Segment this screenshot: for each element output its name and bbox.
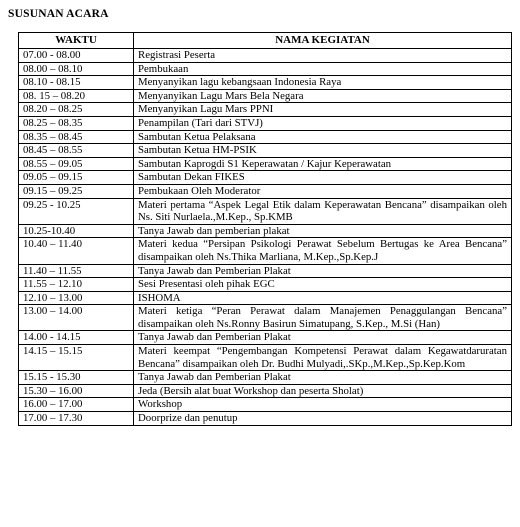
activity-cell: Jeda (Bersih alat buat Workshop dan peserta Sholat) xyxy=(134,384,512,398)
activity-cell: Menyanyikan Lagu Mars Bela Negara xyxy=(134,89,512,103)
table-row xyxy=(19,412,512,426)
time-cell: 08.45 – 08.55 xyxy=(19,144,134,158)
activity-cell: Tanya Jawab dan Pemberian Plakat xyxy=(134,264,512,278)
table-row xyxy=(19,198,512,224)
table-row xyxy=(19,144,512,158)
table-row xyxy=(19,224,512,238)
time-cell: 08.10 - 08.15 xyxy=(19,76,134,90)
activity-cell: Sambutan Ketua HM-PSIK xyxy=(134,144,512,158)
time-cell: 13.00 – 14.00 xyxy=(19,305,134,331)
table-row xyxy=(19,62,512,76)
activity-cell: Menyanyikan Lagu Mars PPNI xyxy=(134,103,512,117)
activity-cell: Materi ketiga “Peran Perawat dalam Manajemen Penaggulangan Bencana” disampaikan oleh Ns.Ronny Basirun Simatupang, S.Kep., M.Si (Han) xyxy=(134,305,512,331)
table-row xyxy=(19,264,512,278)
time-cell: 15.15 - 15.30 xyxy=(19,371,134,385)
table-row xyxy=(19,116,512,130)
time-cell: 14.00 - 14.15 xyxy=(19,331,134,345)
activity-cell: ISHOMA xyxy=(134,291,512,305)
table-row xyxy=(19,89,512,103)
time-cell: 08. 15 – 08.20 xyxy=(19,89,134,103)
time-cell: 11.55 – 12.10 xyxy=(19,278,134,292)
activity-cell: Tanya Jawab dan Pemberian Plakat xyxy=(134,331,512,345)
agenda-body xyxy=(19,49,512,426)
time-cell: 14.15 – 15.15 xyxy=(19,345,134,371)
activity-cell: Sesi Presentasi oleh pihak EGC xyxy=(134,278,512,292)
table-row xyxy=(19,184,512,198)
time-cell: 08.20 – 08.25 xyxy=(19,103,134,117)
table-row xyxy=(19,157,512,171)
activity-cell: Pembukaan Oleh Moderator xyxy=(134,184,512,198)
time-cell: 08.55 – 09.05 xyxy=(19,157,134,171)
table-row xyxy=(19,103,512,117)
time-cell: 09.05 – 09.15 xyxy=(19,171,134,185)
activity-cell: Tanya Jawab dan pemberian plakat xyxy=(134,224,512,238)
activity-cell: Materi keempat “Pengembangan Kompetensi Perawat dalam Kegawatdaruratan Bencana” disampaikan oleh Dr. Budhi Mulyadi,.SKp.,M.Kep.,Sp.Kep.Kom xyxy=(134,345,512,371)
time-cell: 12.10 – 13.00 xyxy=(19,291,134,305)
table-row xyxy=(19,305,512,331)
activity-cell: Registrasi Peserta xyxy=(134,49,512,63)
time-cell: 11.40 – 11.55 xyxy=(19,264,134,278)
time-cell: 09.15 – 09.25 xyxy=(19,184,134,198)
table-row xyxy=(19,331,512,345)
page-title: SUSUNAN ACARA xyxy=(8,8,109,20)
table-row xyxy=(19,371,512,385)
time-cell: 08.35 – 08.45 xyxy=(19,130,134,144)
activity-cell: Sambutan Dekan FIKES xyxy=(134,171,512,185)
time-cell: 17.00 – 17.30 xyxy=(19,412,134,426)
table-row xyxy=(19,76,512,90)
activity-cell: Materi kedua “Persipan Psikologi Perawat Sebelum Bertugas ke Area Bencana” disampaikan oleh Ns.Thika Marliana, M.Kep.,Sp.Kep.J xyxy=(134,238,512,264)
time-cell: 09.25 - 10.25 xyxy=(19,198,134,224)
activity-cell: Tanya Jawab dan Pemberian Plakat xyxy=(134,371,512,385)
activity-cell: Menyanyikan lagu kebangsaan Indonesia Raya xyxy=(134,76,512,90)
activity-cell: Materi pertama “Aspek Legal Etik dalam Keperawatan Bencana” disampaikan oleh Ns. Siti Nurlaela.,M.Kep., Sp.KMB xyxy=(134,198,512,224)
activity-cell: Doorprize dan penutup xyxy=(134,412,512,426)
table-row xyxy=(19,345,512,371)
table-row xyxy=(19,291,512,305)
time-cell: 16.00 – 17.00 xyxy=(19,398,134,412)
activity-cell: Pembukaan xyxy=(134,62,512,76)
table-row xyxy=(19,238,512,264)
time-cell: 15.30 – 16.00 xyxy=(19,384,134,398)
table-row xyxy=(19,278,512,292)
table-row xyxy=(19,398,512,412)
table-row xyxy=(19,384,512,398)
time-cell: 07.00 - 08.00 xyxy=(19,49,134,63)
agenda-table xyxy=(18,32,512,426)
table-row xyxy=(19,49,512,63)
activity-cell: Sambutan Kaprogdi S1 Keperawatan / Kajur Keperawatan xyxy=(134,157,512,171)
time-cell: 08.00 – 08.10 xyxy=(19,62,134,76)
activity-cell: Workshop xyxy=(134,398,512,412)
time-cell: 10.25-10.40 xyxy=(19,224,134,238)
activity-cell: Penampilan (Tari dari STVJ) xyxy=(134,116,512,130)
time-cell: 10.40 – 11.40 xyxy=(19,238,134,264)
time-cell: 08.25 – 08.35 xyxy=(19,116,134,130)
table-header-row xyxy=(19,33,512,49)
table-row xyxy=(19,130,512,144)
column-header-time: WAKTU xyxy=(19,33,134,49)
activity-cell: Sambutan Ketua Pelaksana xyxy=(134,130,512,144)
table-row xyxy=(19,171,512,185)
column-header-activity: NAMA KEGIATAN xyxy=(134,33,512,49)
